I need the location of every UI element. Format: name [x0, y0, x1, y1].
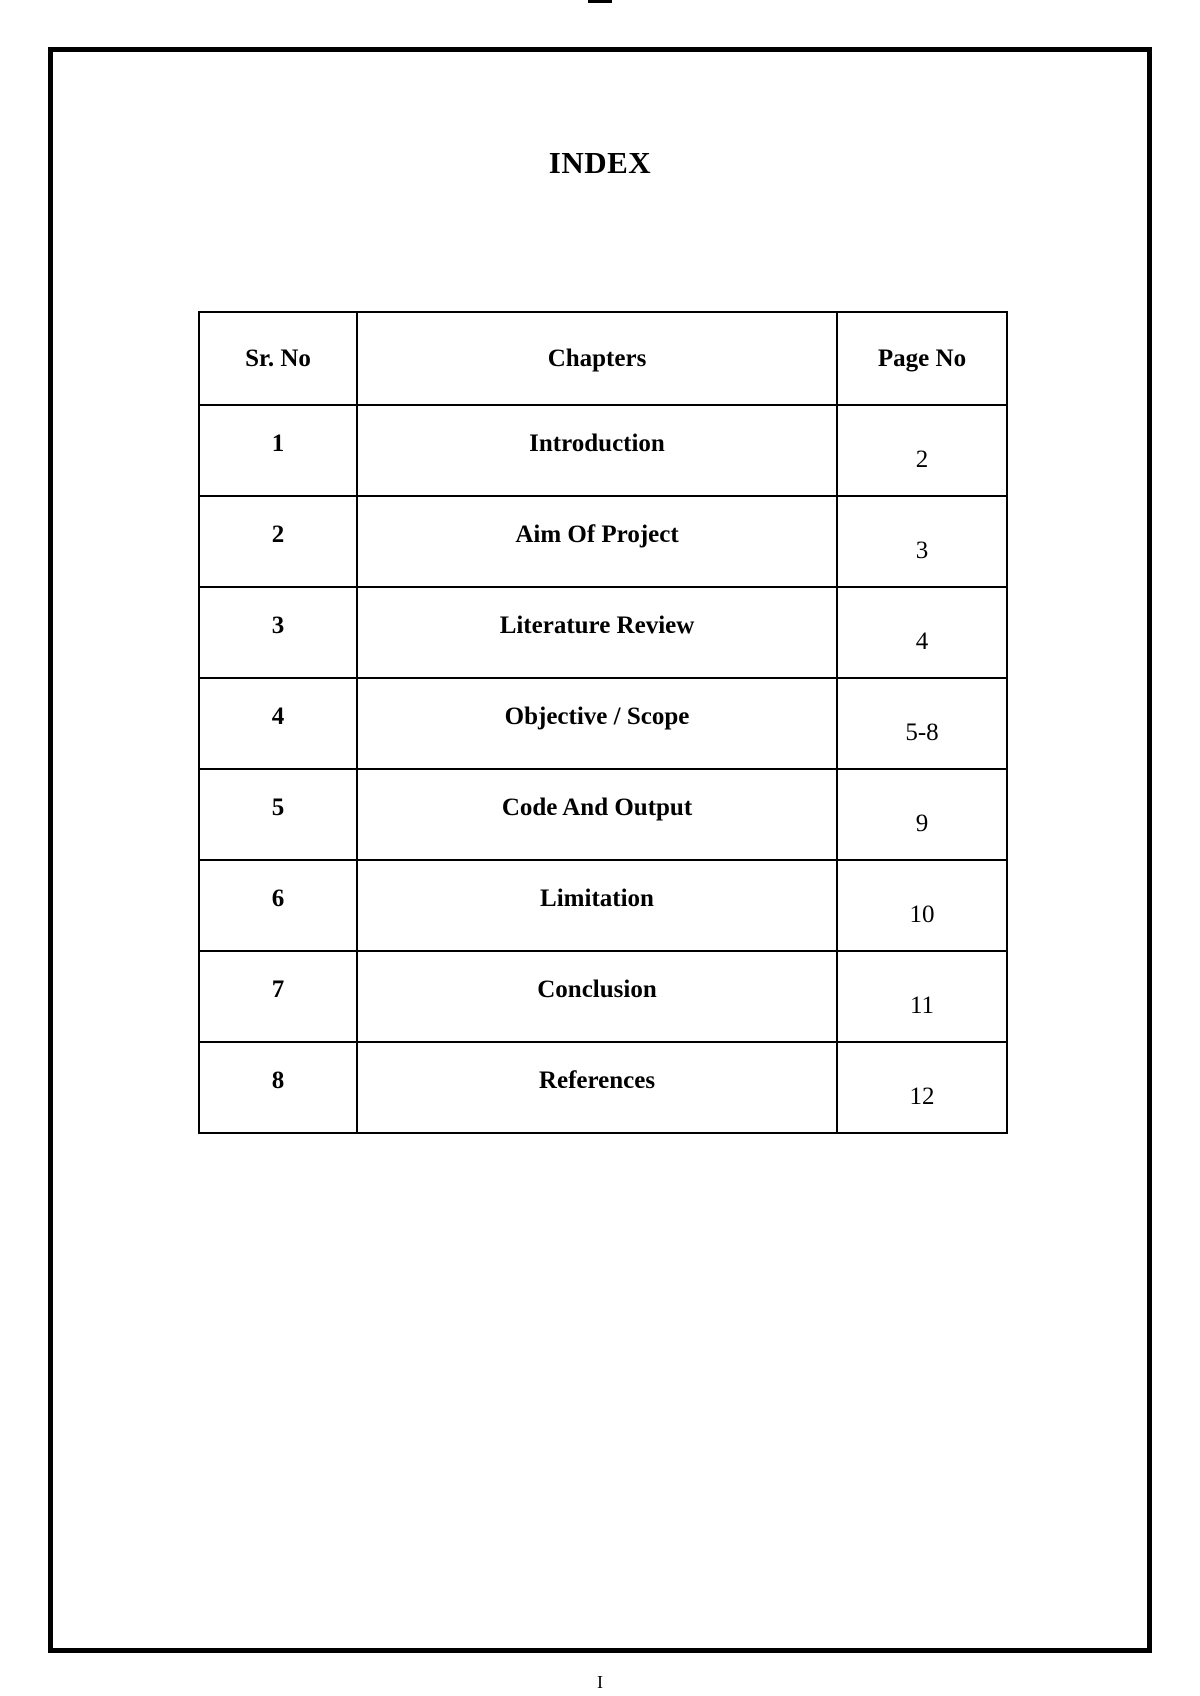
- chapter-cell: Introduction: [357, 405, 837, 496]
- table-row: [199, 860, 1007, 951]
- page-no-cell: 5-8: [837, 678, 1007, 769]
- sr-no-cell: 5: [199, 769, 357, 860]
- index-table: [198, 311, 1008, 1134]
- table-row: [199, 769, 1007, 860]
- sr-no-cell: 3: [199, 587, 357, 678]
- header-sr-no: Sr. No: [199, 312, 357, 405]
- table-row: [199, 405, 1007, 496]
- chapter-cell: References: [357, 1042, 837, 1133]
- sr-no-cell: 8: [199, 1042, 357, 1133]
- table-row: [199, 678, 1007, 769]
- table-row: [199, 951, 1007, 1042]
- chapter-cell: Limitation: [357, 860, 837, 951]
- page-number: I: [597, 1672, 603, 1692]
- chapter-cell: Literature Review: [357, 587, 837, 678]
- sr-no-cell: 4: [199, 678, 357, 769]
- page-no-cell: 12: [837, 1042, 1007, 1133]
- sr-no-cell: 2: [199, 496, 357, 587]
- table-row: [199, 1042, 1007, 1133]
- chapter-cell: Objective / Scope: [357, 678, 837, 769]
- sr-no-cell: 6: [199, 860, 357, 951]
- sr-no-cell: 7: [199, 951, 357, 1042]
- header-chapters: Chapters: [357, 312, 837, 405]
- page-no-cell: 4: [837, 587, 1007, 678]
- page-title: INDEX: [548, 145, 652, 180]
- page-no-cell: 9: [837, 769, 1007, 860]
- page-no-cell: 2: [837, 405, 1007, 496]
- top-edge-mark: [588, 0, 612, 3]
- table-row: [199, 496, 1007, 587]
- page-no-cell: 3: [837, 496, 1007, 587]
- header-page-no: Page No: [837, 312, 1007, 405]
- table-header-row: [199, 312, 1007, 405]
- chapter-cell: Aim Of Project: [357, 496, 837, 587]
- chapter-cell: Conclusion: [357, 951, 837, 1042]
- chapter-cell: Code And Output: [357, 769, 837, 860]
- sr-no-cell: 1: [199, 405, 357, 496]
- page-no-cell: 10: [837, 860, 1007, 951]
- page-no-cell: 11: [837, 951, 1007, 1042]
- table-row: [199, 587, 1007, 678]
